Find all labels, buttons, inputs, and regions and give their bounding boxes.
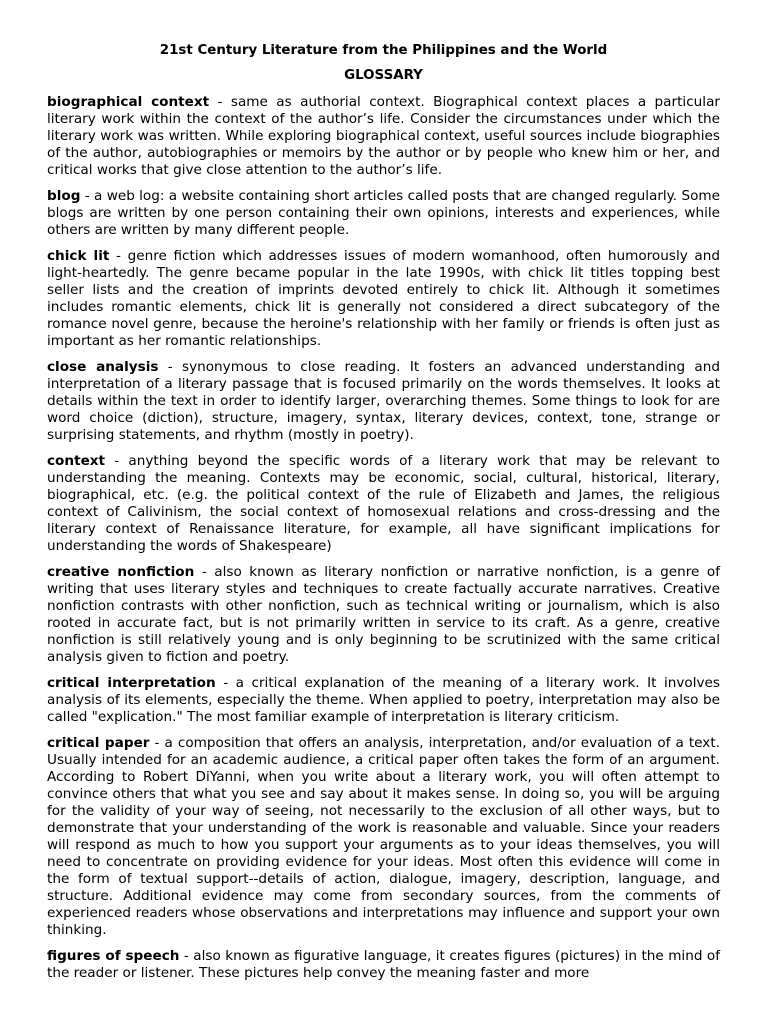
glossary-term: figures of speech	[47, 948, 180, 964]
glossary-term: chick lit	[47, 248, 110, 264]
glossary-definition: - a critical explanation of the meaning of a literary work. It involves analysis of its elements, especially the theme. When applied to poetry, interpretation may also be called "explication." The most familiar example of interpretation is literary criticism.	[47, 675, 720, 725]
glossary-entry	[47, 675, 720, 726]
glossary-definition: - a web log: a website containing short articles called posts that are changed regularly. Some blogs are written by one person containing their own opinions, interests and experiences, while others are written by many different people.	[47, 188, 720, 238]
glossary-term: context	[47, 453, 106, 469]
glossary-definition: - anything beyond the specific words of a literary work that may be relevant to understanding the meaning. Contexts may be economic, social, cultural, historical, literary, biographical, etc. (e.g. the political context of the rule of Elizabeth and James, the religious context of Calivinism, the social context of homosexual relations and cross-dressing and the literary context of Renaissance literature, for example, all have significant implications for understanding the words of Shakespeare)	[47, 453, 720, 554]
glossary-term: biographical context	[47, 94, 210, 110]
glossary-definition: - a composition that offers an analysis, interpretation, and/or evaluation of a text. Usually intended for an academic audience, a critical paper often takes the form of an argument. According to Robert DiYanni, when you write about a literary work, you will often attempt to convince others that what you see and say about it makes sense. In doing so, you will be arguing for the validity of your way of seeing, not necessarily to the exclusion of all other ways, but to demonstrate that your understanding of the work is reasonable and valuable. Since your readers will respond as much to how you support your arguments as to your ideas themselves, you will need to concentrate on providing evidence for your ideas. Most often this evidence will come in the form of textual support--details of action, dialogue, imagery, description, language, and structure. Additional evidence may come from secondary sources, from the comments of experienced readers whose observations and interpretations may influence and support your own thinking.	[47, 735, 720, 938]
glossary-definition: - genre fiction which addresses issues of modern womanhood, often humorously and light-heartedly. The genre became popular in the late 1990s, with chick lit titles topping best seller lists and the creation of imprints devoted entirely to chick lit. Although it sometimes includes romantic elements, chick lit is generally not considered a direct subcategory of the romance novel genre, because the heroine's relationship with her family or friends is often just as important as her romantic relationships.	[47, 248, 720, 349]
glossary-list	[47, 94, 720, 982]
glossary-term: blog	[47, 188, 81, 204]
glossary-term: creative nonfiction	[47, 564, 195, 580]
glossary-entry	[47, 948, 720, 982]
glossary-definition: - also known as figurative language, it creates figures (pictures) in the mind of the reader or listener. These pictures help convey the meaning faster and more	[47, 948, 721, 981]
glossary-term: critical paper	[47, 735, 150, 751]
glossary-entry	[47, 564, 720, 666]
glossary-term: critical interpretation	[47, 675, 216, 691]
document-title: 21st Century Literature from the Philippines and the World	[159, 43, 608, 58]
glossary-entry	[47, 359, 720, 444]
glossary-entry	[47, 188, 720, 239]
glossary-definition: - also known as literary nonfiction or narrative nonfiction, is a genre of writing that uses literary styles and techniques to create factually accurate narratives. Creative nonfiction contrasts with other nonfiction, such as technical writing or journalism, which is also rooted in accurate fact, but is not primarily written in service to its craft. As a genre, creative nonfiction is still relatively young and is only beginning to be scrutinized with the same critical analysis given to fiction and poetry.	[47, 564, 720, 665]
document-subtitle: GLOSSARY	[344, 68, 423, 83]
document-page	[47, 42, 720, 991]
glossary-entry	[47, 453, 720, 555]
glossary-definition: - synonymous to close reading. It fosters an advanced understanding and interpretation of a literary passage that is focused primarily on the words themselves. It looks at details within the text in order to identify larger, overarching themes. Some things to look for are word choice (diction), structure, imagery, syntax, literary devices, context, tone, strange or surprising statements, and rhythm (mostly in poetry).	[47, 359, 720, 443]
glossary-entry	[47, 735, 720, 939]
glossary-entry	[47, 94, 720, 179]
glossary-entry	[47, 248, 720, 350]
glossary-term: close analysis	[47, 359, 159, 375]
glossary-definition: - same as authorial context. Biographical context places a particular literary work within the context of the author’s life. Consider the circumstances under which the literary work was written. While exploring biographical context, useful sources include biographies of the author, autobiographies or memoirs by the author or by people who knew him or her, and critical works that give close attention to the author’s life.	[47, 94, 720, 178]
